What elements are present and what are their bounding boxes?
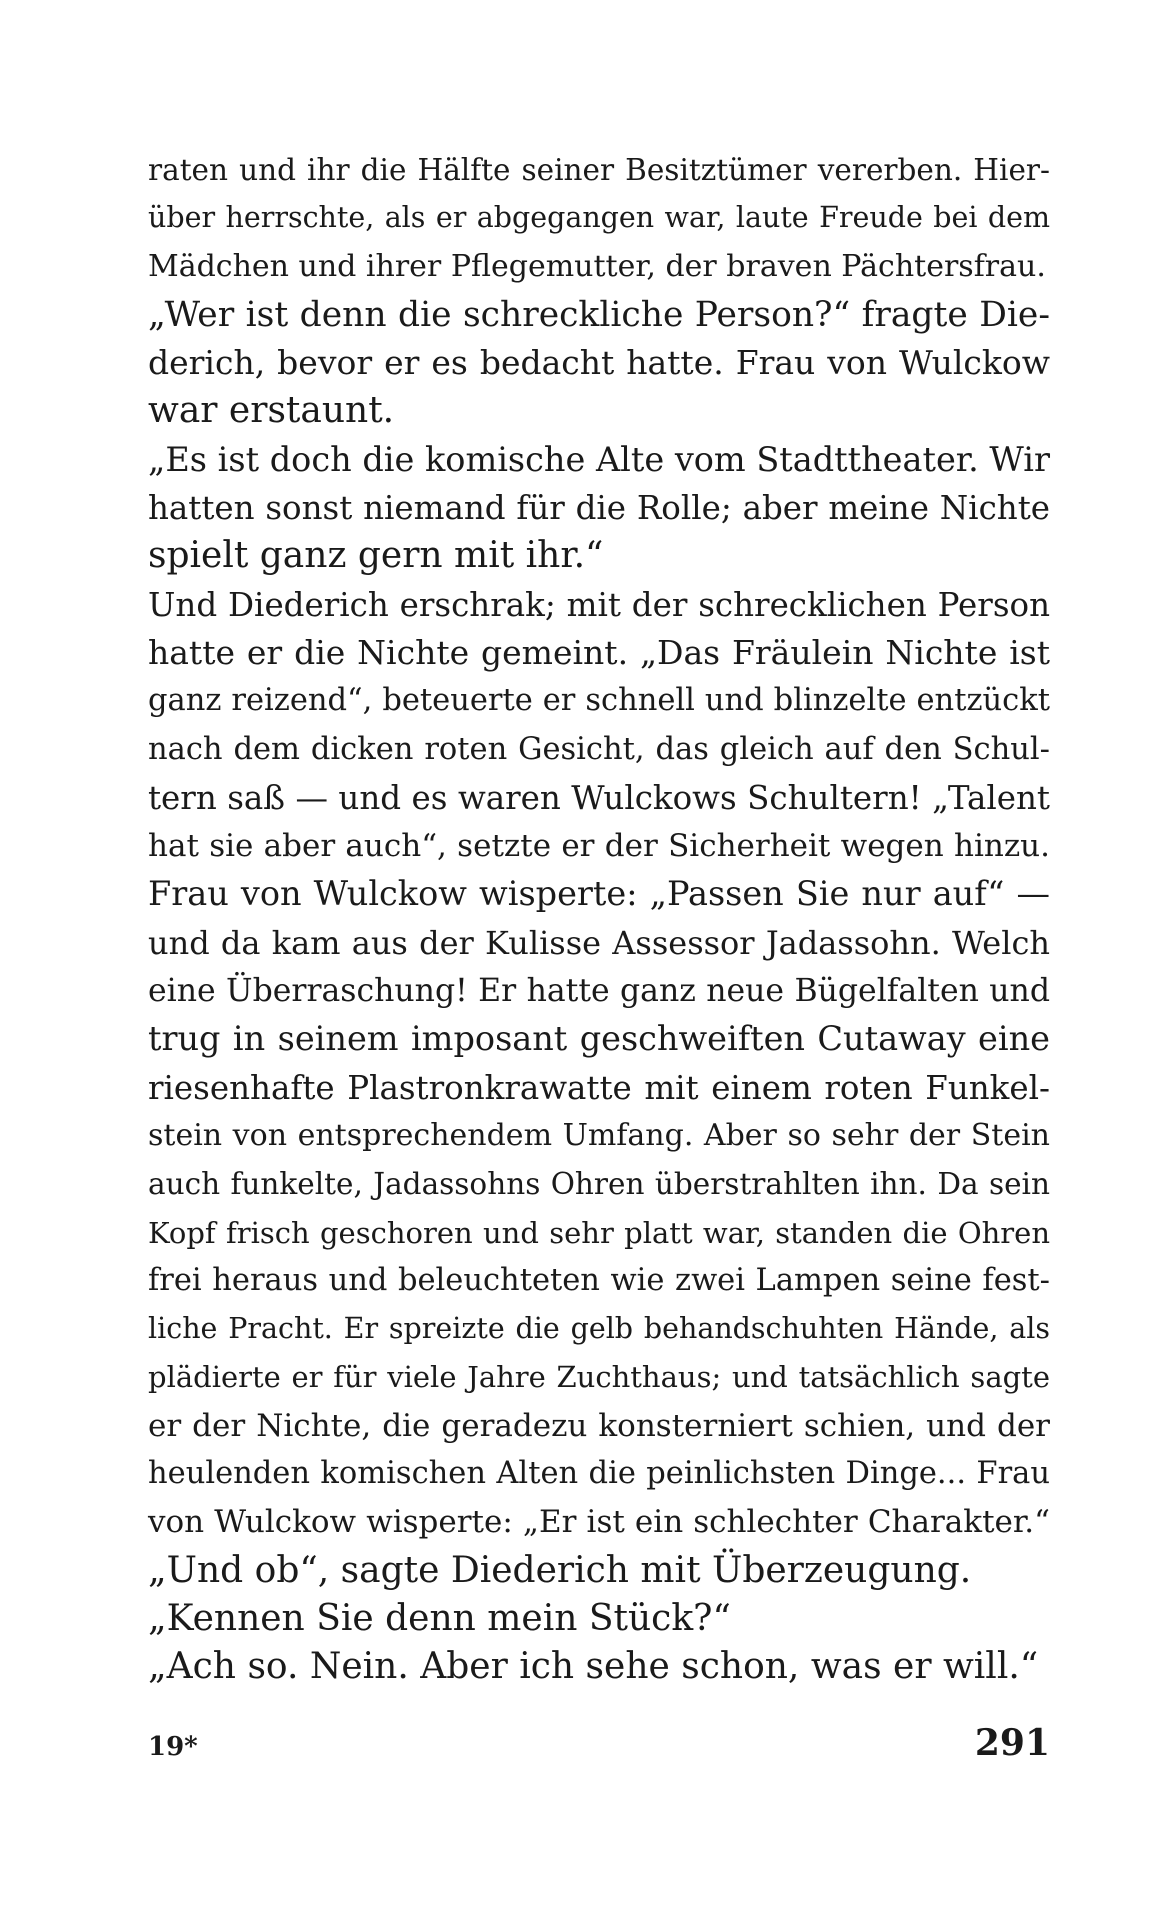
- text-line: trug in seinem imposant geschweiften Cutaway eine: [148, 1019, 1050, 1059]
- page-number: 291: [974, 1722, 1050, 1764]
- text-line: war erstaunt.: [148, 390, 395, 432]
- text-line: hatten sonst niemand für die Rolle; aber meine Nichte: [148, 489, 1050, 528]
- text-line: hat sie aber auch“, setzte er der Sicherheit wegen hinzu.: [148, 828, 1050, 865]
- text-line: liche Pracht. Er spreizte die gelb behandschuhten Hände, als: [148, 1312, 1050, 1346]
- body-text: [148, 146, 1050, 1692]
- text-line: raten und ihr die Hälfte seiner Besitztümer vererben. Hier-: [148, 153, 1050, 187]
- text-line: „Ach so. Nein. Aber ich sehe schon, was er will.“: [148, 1646, 1039, 1688]
- text-line: er der Nichte, die geradezu konsterniert schien, und der: [148, 1407, 1050, 1444]
- text-line: Kopf frisch geschoren und sehr platt war, standen die Ohren: [148, 1215, 1050, 1250]
- text-line: „Kennen Sie denn mein Stück?“: [148, 1597, 731, 1639]
- text-line: Und Diederich erschrak; mit der schrecklichen Person: [148, 585, 1050, 624]
- text-line: frei heraus und beleuchteten wie zwei Lampen seine fest-: [148, 1262, 1050, 1298]
- text-line: und da kam aus der Kulisse Assessor Jadassohn. Welch: [148, 923, 1050, 962]
- text-line: derich, bevor er es bedacht hatte. Frau von Wulckow: [148, 343, 1050, 383]
- text-line: „Wer ist denn die schreckliche Person?“ fragte Die-: [148, 294, 1050, 335]
- text-line: Frau von Wulckow wisperte: „Passen Sie nur auf“ —: [148, 874, 1050, 914]
- text-line: hatte er die Nichte gemeint. „Das Fräulein Nichte ist: [148, 632, 1050, 672]
- text-line: auch funkelte, Jadassohns Ohren überstrahlten ihn. Da sein: [148, 1167, 1050, 1202]
- text-line: spielt ganz gern mit ihr.“: [148, 535, 604, 577]
- text-line: eine Überraschung! Er hatte ganz neue Bügelfalten und: [148, 973, 1050, 1010]
- text-line: über herrschte, als er abgegangen war, laute Freude bei dem: [148, 201, 1050, 235]
- page-footer: [148, 1722, 1050, 1772]
- printer-signature: 19*: [148, 1732, 198, 1762]
- text-line: ganz reizend“, beteuerte er schnell und blinzelte entzückt: [148, 683, 1050, 719]
- text-line: nach dem dicken roten Gesicht, das gleich auf den Schul-: [148, 731, 1050, 767]
- text-line: tern saß — und es waren Wulckows Schultern! „Talent: [148, 778, 1050, 817]
- text-line: Mädchen und ihrer Pflegemutter, der braven Pächtersfrau.: [148, 248, 1046, 284]
- text-line: von Wulckow wisperte: „Er ist ein schlechter Charakter.“: [148, 1504, 1050, 1541]
- text-line: plädierte er für viele Jahre Zuchthaus; und tatsächlich sagte: [148, 1360, 1050, 1395]
- text-line: heulenden komischen Alten die peinlichsten Dinge... Frau: [148, 1456, 1050, 1492]
- text-line: riesenhafte Plastronkrawatte mit einem roten Funkel-: [148, 1068, 1050, 1107]
- text-line: „Und ob“, sagte Diederich mit Überzeugung.: [148, 1549, 972, 1591]
- text-line: „Es ist doch die komische Alte vom Stadttheater. Wir: [148, 439, 1050, 479]
- text-line: stein von entsprechendem Umfang. Aber so sehr der Stein: [148, 1117, 1050, 1153]
